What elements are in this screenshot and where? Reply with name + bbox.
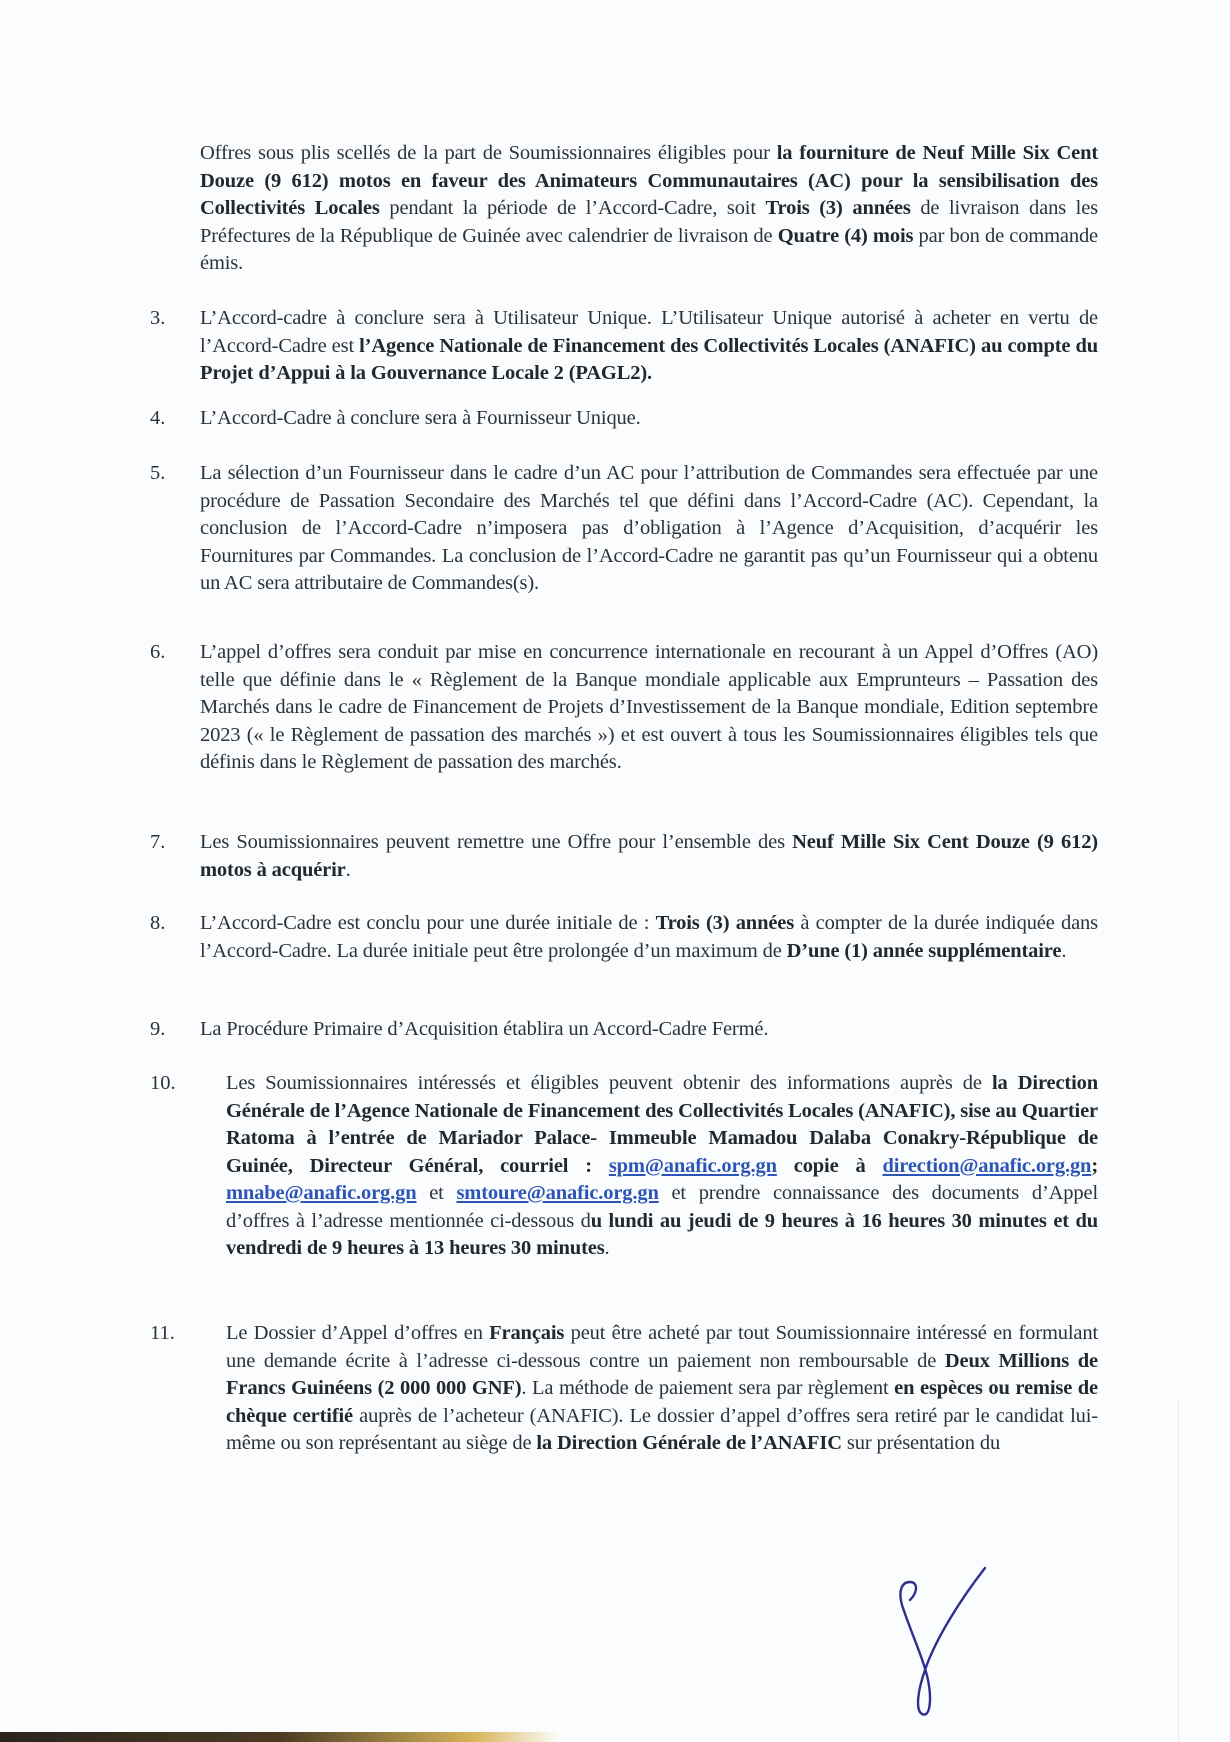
item-number: 11. xyxy=(150,1322,175,1344)
item-6-paragraph: L’appel d’offres sera conduit par mise en concurrence internationale en recourant à un Appel d’Offres (AO) telle que définie dans le « Règlement de la Banque mondiale applicable aux Emprunteurs – Passation des Marchés dans le cadre de Financement de Projets d’Investissement de la Banque mondiale, Edition septembre 2023 (« le Règlement de passation des marchés ») et est ouvert à tous les Soumissionnaires éligibles tels que définis dans le Règlement de passation des marchés. xyxy=(200,641,1098,773)
item-number: 4. xyxy=(150,407,166,429)
item-number: 3. xyxy=(150,307,166,329)
item-11-paragraph: Le Dossier d’Appel d’offres en Français peut être acheté par tout Soumissionnaire intéressé en formulant une demande écrite à l’adresse ci-dessous contre un paiement non remboursable de Deux Millions de Francs Guinéens (2 000 000 GNF). La méthode de paiement sera par règlement en espèces ou remise de chèque certifié auprès de l’acheteur (ANAFIC). Le dossier d’appel d’offres sera retiré par le candidat lui-même ou son représentant au siège de la Direction Générale de l’ANAFIC sur présentation du xyxy=(226,1322,1099,1454)
item-number: 10. xyxy=(150,1072,176,1094)
item-number: 5. xyxy=(150,462,166,484)
item-number: 8. xyxy=(150,912,166,934)
email-link-direction[interactable]: direction@anafic.org.gn xyxy=(882,1154,1092,1177)
item-number: 6. xyxy=(150,641,166,663)
item-8-paragraph: L’Accord-Cadre est conclu pour une durée initiale de : Trois (3) années à compter de la durée indiquée dans l’Accord-Cadre. La durée initiale peut être prolongée d’un maximum de D’une (1) année supplémentaire. xyxy=(200,912,1098,962)
item-5-paragraph: La sélection d’un Fournisseur dans le cadre d’un AC pour l’attribution de Commandes sera effectuée par une procédure de Passation Secondaire des Marchés tel que défini dans l’Accord-Cadre (AC). Cependant, la conclusion de l’Accord-Cadre n’imposera pas d’obligation à l’Agence d’Acquisition, d’acquérir les Fournitures par Commandes. La conclusion de l’Accord-Cadre ne garantit pas qu’un Fournisseur qui a obtenu un AC sera attributaire de Commandes(s). xyxy=(200,462,1098,594)
item-9-paragraph: La Procédure Primaire d’Acquisition établira un Accord-Cadre Fermé. xyxy=(200,1018,769,1040)
item-3-paragraph: L’Accord-cadre à conclure sera à Utilisateur Unique. L’Utilisateur Unique autorisé à acheter en vertu de l’Accord-Cadre est l’Agence Nationale de Financement des Collectivités Locales (ANAFIC) au compte du Projet d’Appui à la Gouvernance Locale 2 (PAGL2). xyxy=(200,307,1098,384)
item-number: 7. xyxy=(150,831,166,853)
email-link-mnabe[interactable]: mnabe@anafic.org.gn xyxy=(226,1182,417,1204)
signature-initials-icon xyxy=(880,1560,1000,1720)
email-link-smtoure[interactable]: smtoure@anafic.org.gn xyxy=(456,1182,659,1204)
scan-edge-line xyxy=(1178,1400,1179,1742)
item-7-paragraph: Les Soumissionnaires peuvent remettre une Offre pour l’ensemble des Neuf Mille Six Cent Douze (9 612) motos à acquérir. xyxy=(200,831,1098,881)
item-10-paragraph: Les Soumissionnaires intéressés et éligibles peuvent obtenir des informations auprès de la Direction Générale de l’Agence Nationale de Financement des Collectivités Locales (ANAFIC), sise au Quartier Ratoma à l’entrée de Mariador Palace- Immeuble Mamadou Dalaba Conakry-République de Guinée, Directeur Général, courriel : spm@anafic.org.gn copie à direction@anafic.org.gn; mnabe@anafic.org.gn et smtoure@anafic.org.gn et prendre connaissance des documents d’Appel d’offres à l’adresse mentionnée ci-dessous du lundi au jeudi de 9 heures à 16 heures 30 minutes et du vendredi de 9 heures à 13 heures 30 minutes. xyxy=(226,1072,1099,1259)
item-4-paragraph: L’Accord-Cadre à conclure sera à Fournisseur Unique. xyxy=(200,407,641,429)
scan-bottom-edge xyxy=(0,1732,560,1742)
intro-paragraph: Offres sous plis scellés de la part de Soumissionnaires éligibles pour la fourniture de Neuf Mille Six Cent Douze (9 612) motos en faveur des Animateurs Communautaires (AC) pour la sensibilisation des Collectivités Locales pendant la période de l’Accord-Cadre, soit Trois (3) années de livraison dans les Préfectures de la République de Guinée avec calendrier de livraison de Quatre (4) mois par bon de commande émis. xyxy=(200,142,1098,274)
item-number: 9. xyxy=(150,1018,166,1040)
email-link-spm[interactable]: spm@anafic.org.gn xyxy=(608,1154,777,1177)
